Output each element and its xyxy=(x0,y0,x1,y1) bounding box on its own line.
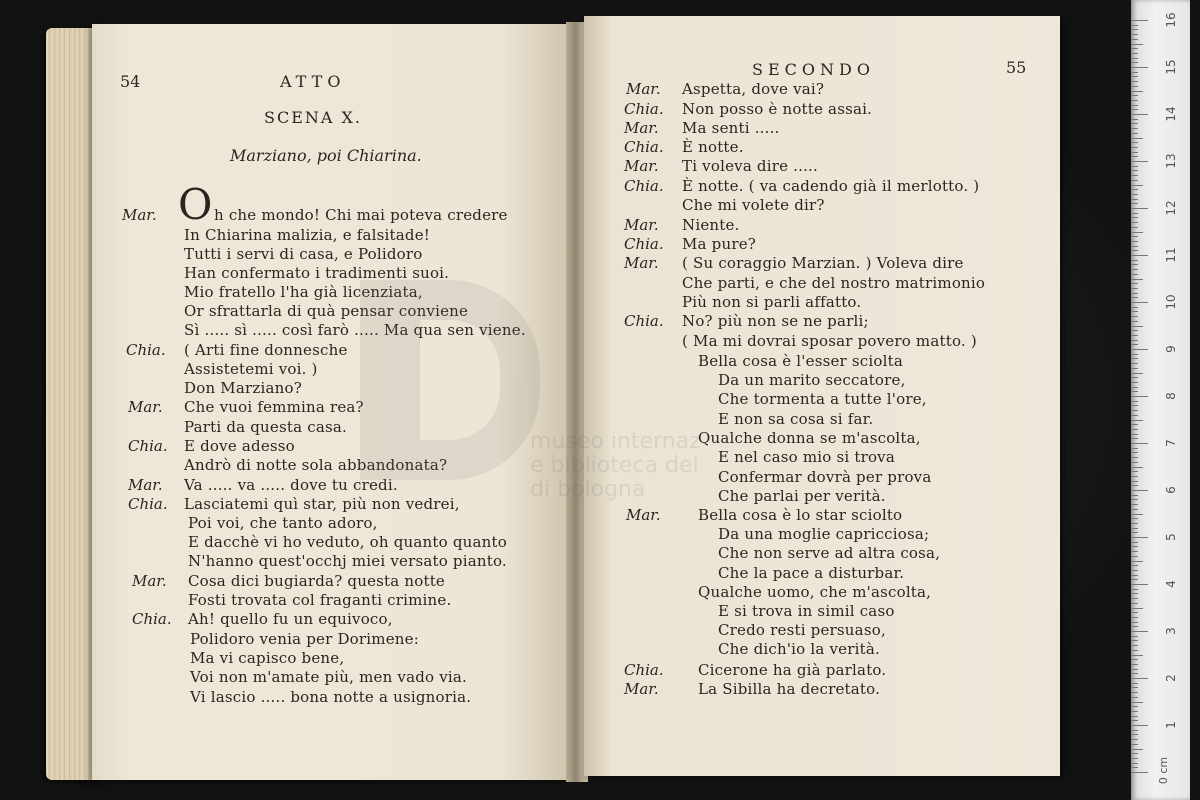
verse-line: Che tormenta a tutte l'ore, xyxy=(718,390,927,408)
ruler-tick xyxy=(1132,655,1143,656)
verse-line: Da un marito seccatore, xyxy=(718,371,906,389)
speaker-label: Mar. xyxy=(122,206,157,224)
ruler-tick xyxy=(1132,556,1138,557)
ruler-tick xyxy=(1132,758,1138,759)
ruler-tick xyxy=(1132,443,1148,444)
ruler-number: 9 xyxy=(1164,345,1178,353)
ruler-tick xyxy=(1132,67,1148,68)
verse-line: ( Su coraggio Marzian. ) Voleva dire xyxy=(682,254,964,272)
ruler-tick xyxy=(1132,631,1148,632)
ruler-tick xyxy=(1132,330,1138,331)
ruler-number: 16 xyxy=(1164,12,1178,28)
ruler-unit: 0 cm xyxy=(1157,756,1171,785)
ruler-tick xyxy=(1132,434,1138,435)
ruler-tick xyxy=(1132,76,1138,77)
ruler-tick xyxy=(1132,720,1138,721)
verse-line: Ma senti ..... xyxy=(682,119,780,137)
ruler-tick xyxy=(1132,518,1138,519)
verse-line: N'hanno quest'occhj miei versato pianto. xyxy=(188,552,507,570)
ruler-tick xyxy=(1132,152,1138,153)
verse-line: Ti voleva dire ..... xyxy=(682,157,818,175)
verse-line: Cosa dici bugiarda? questa notte xyxy=(188,572,446,590)
ruler-tick xyxy=(1132,603,1138,604)
ruler-tick xyxy=(1132,29,1138,30)
ruler-tick xyxy=(1132,438,1138,439)
ruler-tick xyxy=(1132,382,1138,383)
ruler-tick xyxy=(1132,86,1138,87)
ruler-tick xyxy=(1132,697,1138,698)
ruler-tick xyxy=(1132,39,1138,40)
ruler-tick xyxy=(1132,410,1138,411)
verse-line: Bella cosa è l'esser sciolta xyxy=(698,352,903,370)
speaker-label: Mar. xyxy=(624,157,659,175)
verse-line: Aspetta, dove vai? xyxy=(682,80,825,98)
verse-line: Don Marziano? xyxy=(184,379,302,397)
ruler-tick xyxy=(1132,669,1138,670)
ruler-tick xyxy=(1132,340,1138,341)
ruler-tick xyxy=(1132,504,1138,505)
ruler-tick xyxy=(1132,264,1138,265)
verse-line: Che parlai per verità. xyxy=(718,487,886,505)
ruler-tick xyxy=(1132,302,1148,303)
ruler-tick xyxy=(1132,730,1138,731)
speaker-label: Mar. xyxy=(624,119,659,137)
speaker-label: Mar. xyxy=(128,398,163,416)
ruler-tick xyxy=(1132,772,1148,773)
ruler-tick xyxy=(1132,673,1138,674)
ruler-tick xyxy=(1132,185,1143,186)
verse-line: Assistetemi voi. ) xyxy=(184,360,318,378)
ruler-tick xyxy=(1132,551,1138,552)
ruler-tick xyxy=(1132,509,1138,510)
ruler-tick xyxy=(1132,593,1138,594)
ruler-tick xyxy=(1132,744,1138,745)
ruler-tick xyxy=(1132,725,1148,726)
verse-line: Han confermato i tradimenti suoi. xyxy=(184,264,450,282)
ruler-tick xyxy=(1132,575,1138,576)
ruler-tick xyxy=(1132,133,1138,134)
ruler-tick xyxy=(1132,617,1138,618)
ruler-tick xyxy=(1132,532,1138,533)
verse-line: No? più non se ne parli; xyxy=(682,312,869,330)
ruler-tick xyxy=(1132,349,1148,350)
speaker-label: Mar. xyxy=(626,506,661,524)
verse-line: Credo resti persuaso, xyxy=(718,621,886,639)
ruler-tick xyxy=(1132,147,1138,148)
ruler-tick xyxy=(1132,283,1138,284)
ruler-tick xyxy=(1132,194,1138,195)
ruler-tick xyxy=(1132,584,1148,585)
running-header: ATTO xyxy=(280,72,346,91)
ruler-tick xyxy=(1132,495,1138,496)
verse-line: E si trova in simil caso xyxy=(718,602,895,620)
ruler-tick xyxy=(1132,354,1138,355)
ruler-tick xyxy=(1132,217,1138,218)
ruler-tick xyxy=(1132,749,1143,750)
ruler-tick xyxy=(1132,514,1143,515)
verse-line: Da una moglie capricciosa; xyxy=(718,525,930,543)
verse-line: Cicerone ha già parlato. xyxy=(698,661,887,679)
ruler-tick xyxy=(1132,683,1138,684)
measurement-ruler xyxy=(1131,0,1190,800)
ruler-tick xyxy=(1132,490,1148,491)
speaker-label: Chia. xyxy=(128,495,168,513)
ruler-tick xyxy=(1132,462,1138,463)
verse-line: Qualche donna se m'ascolta, xyxy=(698,429,921,447)
ruler-tick xyxy=(1132,645,1138,646)
ruler-tick xyxy=(1132,95,1138,96)
verse-line: Più non si parli affatto. xyxy=(682,293,862,311)
verse-line: È notte. xyxy=(682,138,744,156)
ruler-tick xyxy=(1132,175,1138,176)
speaker-label: Mar. xyxy=(626,80,661,98)
ruler-tick xyxy=(1132,213,1138,214)
ruler-tick xyxy=(1132,344,1138,345)
ruler-tick xyxy=(1132,612,1138,613)
ruler-tick xyxy=(1132,537,1148,538)
ruler-tick xyxy=(1132,481,1138,482)
ruler-tick xyxy=(1132,44,1143,45)
drop-capital: O xyxy=(178,180,213,229)
ruler-tick xyxy=(1132,288,1138,289)
ruler-tick xyxy=(1132,114,1148,115)
ruler-tick xyxy=(1132,424,1138,425)
verse-line: Che vuoi femmina rea? xyxy=(184,398,364,416)
right-page xyxy=(584,16,1060,776)
verse-line: Poi voi, che tanto adoro, xyxy=(188,514,378,532)
ruler-tick xyxy=(1132,471,1138,472)
ruler-tick xyxy=(1132,753,1138,754)
ruler-tick xyxy=(1132,626,1138,627)
ruler-tick xyxy=(1132,485,1138,486)
ruler-tick xyxy=(1132,241,1138,242)
ruler-tick xyxy=(1132,246,1138,247)
ruler-tick xyxy=(1132,297,1138,298)
ruler-number: 4 xyxy=(1164,580,1178,588)
ruler-tick xyxy=(1132,335,1138,336)
verse-line: Qualche uomo, che m'ascolta, xyxy=(698,583,932,601)
ruler-tick xyxy=(1132,161,1148,162)
ruler-tick xyxy=(1132,499,1138,500)
verse-line: Lasciatemi quì star, più non vedrei, xyxy=(184,495,460,513)
ruler-tick xyxy=(1132,387,1138,388)
ruler-tick xyxy=(1132,429,1138,430)
ruler-tick xyxy=(1132,166,1138,167)
verse-line: Che non serve ad altra cosa, xyxy=(718,544,941,562)
verse-line: Mio fratello l'ha già licenziata, xyxy=(184,283,423,301)
verse-line: È notte. ( va cadendo già il merlotto. ) xyxy=(682,177,980,195)
ruler-number: 2 xyxy=(1164,674,1178,682)
verse-line: Ma pure? xyxy=(682,235,757,253)
page-number: 55 xyxy=(1006,58,1027,77)
verse-line: Va ..... va ..... dove tu credi. xyxy=(184,476,398,494)
speaker-label: Chia. xyxy=(624,235,664,253)
ruler-tick xyxy=(1132,255,1148,256)
ruler-tick xyxy=(1132,622,1138,623)
speaker-label: Chia. xyxy=(132,610,172,628)
ruler-tick xyxy=(1132,128,1138,129)
ruler-tick xyxy=(1132,142,1138,143)
ruler-tick xyxy=(1132,565,1138,566)
page-number: 54 xyxy=(120,72,141,91)
ruler-tick xyxy=(1132,692,1138,693)
speaker-label: Mar. xyxy=(624,254,659,272)
ruler-tick xyxy=(1132,232,1143,233)
verse-line: Polidoro venia per Dorimene: xyxy=(190,630,419,648)
ruler-number: 5 xyxy=(1164,533,1178,541)
speaker-label: Mar. xyxy=(624,680,659,698)
scene-characters: Marziano, poi Chiarina. xyxy=(230,146,422,165)
ruler-tick xyxy=(1132,358,1138,359)
ruler-tick xyxy=(1132,119,1138,120)
ruler-tick xyxy=(1132,542,1138,543)
ruler-tick xyxy=(1132,702,1143,703)
speaker-label: Chia. xyxy=(624,312,664,330)
ruler-tick xyxy=(1132,20,1148,21)
ruler-tick xyxy=(1132,598,1138,599)
ruler-tick xyxy=(1132,373,1143,374)
ruler-tick xyxy=(1132,678,1148,679)
ruler-tick xyxy=(1132,293,1138,294)
ruler-tick xyxy=(1132,279,1143,280)
ruler-tick xyxy=(1132,269,1138,270)
ruler-tick xyxy=(1132,528,1138,529)
running-header: SECONDO xyxy=(752,60,875,79)
ruler-tick xyxy=(1132,377,1138,378)
verse-line: ( Arti fine donnesche xyxy=(184,341,348,359)
ruler-tick xyxy=(1132,396,1148,397)
verse-line: Fosti trovata col fraganti crimine. xyxy=(188,591,452,609)
verse-line: Che mi volete dir? xyxy=(682,196,825,214)
ruler-tick xyxy=(1132,476,1138,477)
ruler-tick xyxy=(1132,208,1148,209)
verse-line: Andrò di notte sola abbandonata? xyxy=(184,456,448,474)
ruler-tick xyxy=(1132,448,1138,449)
scene-title: SCENA X. xyxy=(264,108,362,127)
ruler-tick xyxy=(1132,659,1138,660)
verse-line: Or sfrattarla di quà pensar conviene xyxy=(184,302,469,320)
verse-line: Non posso è notte assai. xyxy=(682,100,873,118)
verse-line: Tutti i servi di casa, e Polidoro xyxy=(184,245,423,263)
verse-line: E nel caso mio si trova xyxy=(718,448,895,466)
verse-line: Sì ..... sì ..... così farò ..... Ma qua sen viene. xyxy=(184,321,526,339)
ruler-tick xyxy=(1132,222,1138,223)
ruler-tick xyxy=(1132,716,1138,717)
ruler-tick xyxy=(1132,307,1138,308)
ruler-number: 11 xyxy=(1164,247,1178,263)
verse-line: Bella cosa è lo star sciolto xyxy=(698,506,903,524)
speaker-label: Mar. xyxy=(132,572,167,590)
ruler-tick xyxy=(1132,734,1138,735)
verse-line: E non sa cosa si far. xyxy=(718,410,874,428)
verse-line: E dacchè vi ho veduto, oh quanto quanto xyxy=(188,533,507,551)
verse-line: Niente. xyxy=(682,216,740,234)
ruler-tick xyxy=(1132,109,1138,110)
ruler-tick xyxy=(1132,156,1138,157)
ruler-tick xyxy=(1132,415,1138,416)
ruler-tick xyxy=(1132,62,1138,63)
ruler-tick xyxy=(1132,189,1138,190)
verse-line: La Sibilla ha decretato. xyxy=(698,680,881,698)
ruler-number: 6 xyxy=(1164,486,1178,494)
ruler-tick xyxy=(1132,687,1138,688)
ruler-tick xyxy=(1132,767,1138,768)
speaker-label: Chia. xyxy=(624,661,664,679)
ruler-tick xyxy=(1132,467,1143,468)
verse-line: Ah! quello fu un equivoco, xyxy=(188,610,393,628)
speaker-label: Mar. xyxy=(624,216,659,234)
ruler-tick xyxy=(1132,391,1138,392)
ruler-tick xyxy=(1132,321,1138,322)
speaker-label: Chia. xyxy=(126,341,166,359)
ruler-number: 1 xyxy=(1164,721,1178,729)
ruler-tick xyxy=(1132,523,1138,524)
verse-line: ( Ma mi dovrai sposar povero matto. ) xyxy=(682,332,977,350)
ruler-tick xyxy=(1132,48,1138,49)
ruler-tick xyxy=(1132,763,1138,764)
ruler-tick xyxy=(1132,457,1138,458)
speaker-label: Mar. xyxy=(128,476,163,494)
ruler-tick xyxy=(1132,236,1138,237)
ruler-tick xyxy=(1132,636,1138,637)
ruler-tick xyxy=(1132,711,1138,712)
verse-line: In Chiarina malizia, e falsitade! xyxy=(184,226,431,244)
ruler-tick xyxy=(1132,640,1138,641)
ruler-tick xyxy=(1132,570,1138,571)
ruler-tick xyxy=(1132,81,1138,82)
ruler-tick xyxy=(1132,72,1138,73)
speaker-label: Chia. xyxy=(624,138,664,156)
ruler-tick xyxy=(1132,203,1138,204)
speaker-label: Chia. xyxy=(128,437,168,455)
ruler-number: 13 xyxy=(1164,153,1178,169)
ruler-tick xyxy=(1132,401,1138,402)
speaker-label: Chia. xyxy=(624,100,664,118)
ruler-tick xyxy=(1132,227,1138,228)
verse-line: Ma vi capisco bene, xyxy=(190,649,345,667)
verse-line: Che parti, e che del nostro matrimonio xyxy=(682,274,986,292)
verse-line: Voi non m'amate più, men vado via. xyxy=(190,668,468,686)
ruler-tick xyxy=(1132,91,1143,92)
ruler-tick xyxy=(1132,138,1143,139)
ruler-tick xyxy=(1132,123,1138,124)
ruler-tick xyxy=(1132,579,1138,580)
ruler-tick xyxy=(1132,405,1138,406)
ruler-tick xyxy=(1132,650,1138,651)
ruler-tick xyxy=(1132,199,1138,200)
verse-line: Parti da questa casa. xyxy=(184,418,347,436)
ruler-tick xyxy=(1132,706,1138,707)
verse-line: h che mondo! Chi mai poteva credere xyxy=(214,206,508,224)
ruler-number: 3 xyxy=(1164,627,1178,635)
speaker-label: Chia. xyxy=(624,177,664,195)
ruler-tick xyxy=(1132,420,1143,421)
ruler-tick xyxy=(1132,739,1138,740)
ruler-tick xyxy=(1132,326,1143,327)
ruler-tick xyxy=(1132,25,1138,26)
ruler-number: 15 xyxy=(1164,59,1178,75)
ruler-tick xyxy=(1132,250,1138,251)
ruler-tick xyxy=(1132,34,1138,35)
ruler-tick xyxy=(1132,100,1138,101)
ruler-tick xyxy=(1132,608,1143,609)
verse-line: Che la pace a disturbar. xyxy=(718,564,905,582)
ruler-tick xyxy=(1132,58,1138,59)
verse-line: E dove adesso xyxy=(184,437,295,455)
ruler-number: 14 xyxy=(1164,106,1178,122)
ruler-tick xyxy=(1132,363,1138,364)
ruler-tick xyxy=(1132,105,1138,106)
ruler-tick xyxy=(1132,53,1138,54)
verse-line: Che dich'io la verità. xyxy=(718,640,880,658)
ruler-tick xyxy=(1132,170,1138,171)
ruler-number: 10 xyxy=(1164,294,1178,310)
ruler-tick xyxy=(1132,368,1138,369)
ruler-tick xyxy=(1132,589,1138,590)
ruler-tick xyxy=(1132,664,1138,665)
ruler-number: 12 xyxy=(1164,200,1178,216)
ruler-tick xyxy=(1132,274,1138,275)
ruler-tick xyxy=(1132,561,1143,562)
left-page xyxy=(92,24,570,780)
ruler-tick xyxy=(1132,180,1138,181)
ruler-tick xyxy=(1132,316,1138,317)
verse-line: Confermar dovrà per prova xyxy=(718,468,932,486)
ruler-number: 8 xyxy=(1164,392,1178,400)
ruler-tick xyxy=(1132,311,1138,312)
ruler-tick xyxy=(1132,452,1138,453)
verse-line: Vi lascio ..... bona notte a usignoria. xyxy=(190,688,472,706)
ruler-number: 7 xyxy=(1164,439,1178,447)
ruler-tick xyxy=(1132,260,1138,261)
ruler-tick xyxy=(1132,546,1138,547)
